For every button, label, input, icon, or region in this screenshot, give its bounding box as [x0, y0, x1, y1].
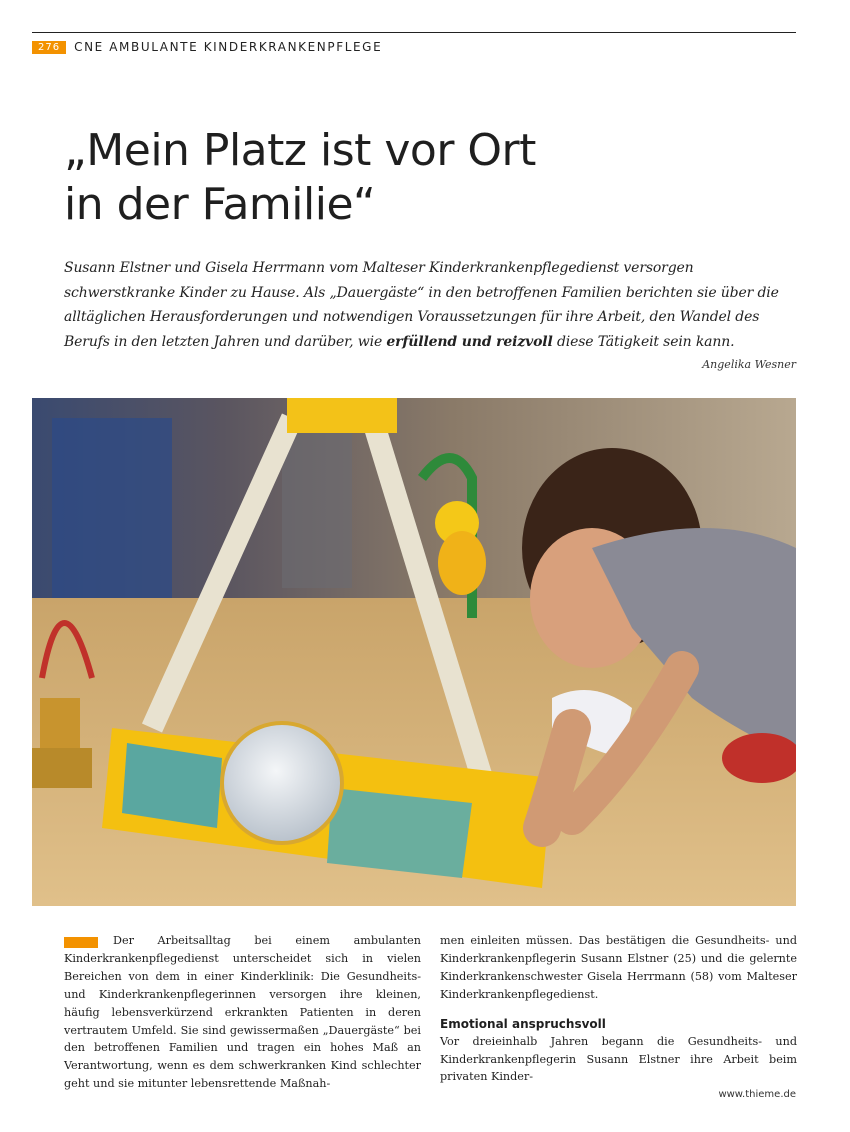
- lead-text-end: diese Tätigkeit sein kann.: [552, 333, 735, 350]
- author-name: Angelika Wesner: [702, 358, 796, 371]
- lead-text: Susann Elstner und Gisela Herrmann vom Malteser Kinderkrankenpflegedienst versorgen schwerstkranke Kinder zu Hause. Als „Dauergäste“ in den betroffenen Familien berichten sie über die alltäglichen Herausforderungen und notwendigen Voraussetzungen für ihre Arbeit, den Wandel des Berufs in den letzten Jahren und darüber, wie: [64, 260, 779, 350]
- body-column-1: [64, 932, 421, 1093]
- body-paragraph-2: Vor dreieinhalb Jahren begann die Gesundheits- und Kinderkrankenpflegerin Susann Elstner ihre Arbeit beim privaten Kinder-: [440, 1034, 797, 1084]
- section-title: CNE AMBULANTE KINDERKRANKENPFLEGE: [74, 40, 383, 54]
- footer-url: www.thieme.de: [718, 1089, 796, 1100]
- title-line-2: in der Familie“: [64, 179, 376, 230]
- running-header: [32, 39, 382, 55]
- photo-illustration: [32, 398, 796, 906]
- article-title: [64, 124, 536, 232]
- body-column-2: [440, 932, 797, 1086]
- header-rule: [32, 32, 796, 33]
- page-number: 276: [32, 41, 66, 54]
- article-photo: [32, 398, 796, 906]
- lead-paragraph: [64, 256, 794, 354]
- section-subheading: Emotional anspruchsvoll: [440, 1016, 606, 1031]
- title-line-1: „Mein Platz ist vor Ort: [64, 125, 536, 176]
- body-paragraph: Der Arbeitsalltag bei einem ambulanten Kinderkrankenpflegedienst unterscheidet sich in vielen Bereichen von dem in einer Kinderklinik: Die Gesundheits- und Kinderkrankenpflegerinnen versorgen ihre kleinen, häufig lebensverkürzend erkrankten Patienten in deren vertrautem Umfeld. Sie sind gewissermaßen „Dauergäste“ bei den betroffenen Familien und tragen ein hohes Maß an Verantwortung, wenn es dem schwerkranken Kind schlechter geht und sie mitunter lebensrettende Maßnah-: [64, 934, 421, 1091]
- lead-emphasis: erfüllend und reizvoll: [386, 333, 553, 350]
- body-paragraph-continued: men einleiten müssen. Das bestätigen die Gesundheits- und Kinderkrankenpflegerin Susann Elstner (25) und die gelernte Kinderkrankenschwester Gisela Herrmann (58) vom Malteser Kinderkrankenpflegedienst.: [440, 934, 797, 1001]
